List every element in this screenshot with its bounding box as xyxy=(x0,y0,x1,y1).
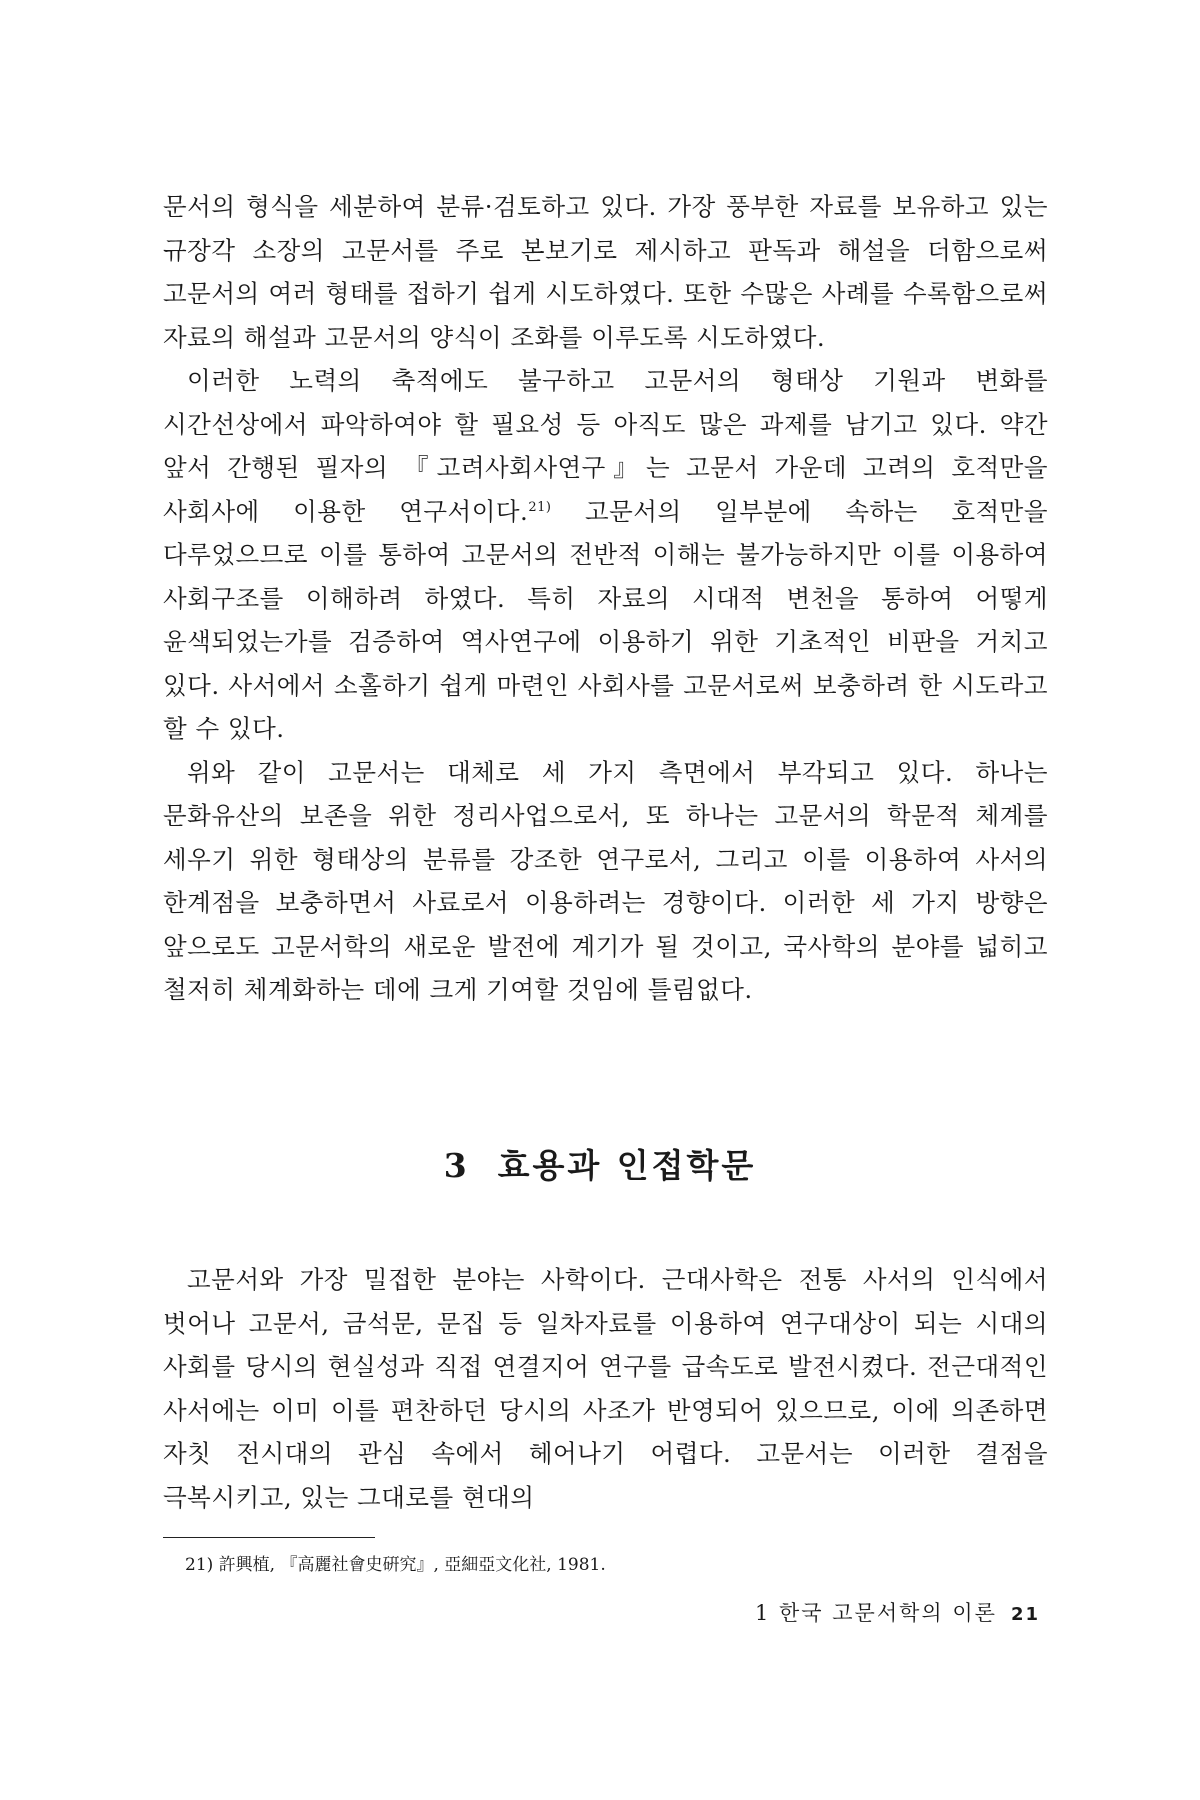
section-title-text: 효용과 인접학문 xyxy=(497,1146,757,1185)
paragraph-1: 문서의 형식을 세분하여 분류·검토하고 있다. 가장 풍부한 자료를 보유하고 있는 규장각 소장의 고문서를 주로 본보기로 제시하고 판독과 해설을 더함으로써 고문서의 여러 형태를 접하기 쉽게 시도하였다. 또한 수많은 사례를 수록함으로써 자료의 해설과 고문서의 양식이 조화를 이루도록 시도하였다. xyxy=(163,192,1048,352)
running-footer xyxy=(755,1597,1040,1627)
chapter-label: 1 한국 고문서학의 이론 xyxy=(754,1601,997,1625)
section-heading xyxy=(0,1140,1200,1187)
footnote-reference-21[interactable]: 21) xyxy=(528,499,552,515)
paragraph-4: 고문서와 가장 밀접한 분야는 사학이다. 근대사학은 전통 사서의 인식에서 벗어나 고문서, 금석문, 문집 등 일차자료를 이용하여 연구대상이 되는 시대의 사회를 당시의 현실성과 직접 연결지어 연구를 급속도로 발전시켰다. 전근대적인 사서에는 이미 이를 편찬하던 당시의 사조가 반영되어 있으므로, 이에 의존하면 자칫 전시대의 관심 속에서 헤어나기 어렵다. 고문서는 이러한 결점을 극복시키고, 있는 그대로를 현대의 xyxy=(163,1265,1048,1512)
paragraph-3: 위와 같이 고문서는 대체로 세 가지 측면에서 부각되고 있다. 하나는 문화유산의 보존을 위한 정리사업으로서, 또 하나는 고문서의 학문적 체계를 세우기 위한 형태상의 분류를 강조한 연구로서, 그리고 이를 이용하여 사서의 한계점을 보충하면서 사료로서 이용하려는 경향이다. 이러한 세 가지 방향은 앞으로도 고문서학의 새로운 발전에 계기가 될 것이고, 국사학의 분야를 넓히고 철저히 체계화하는 데에 크게 기여할 것임에 틀림없다. xyxy=(163,757,1048,1004)
page-number: 21 xyxy=(1010,1604,1040,1625)
paragraph-2 xyxy=(163,359,1048,751)
body-text-lower xyxy=(163,1258,1048,1519)
body-text-upper xyxy=(163,185,1048,1012)
section-number: 3 xyxy=(443,1146,470,1185)
footnote-21: 21) 許興植, 『高麗社會史硏究』, 亞細亞文化社, 1981. xyxy=(185,1555,606,1575)
paragraph-2-text-b: 고문서의 일부분에 속하는 호적만을 다루었으므로 이를 통하여 고문서의 전반적 이해는 불가능하지만 이를 이용하여 사회구조를 이해하려 하였다. 특히 자료의 시대적 변천을 통하여 어떻게 윤색되었는가를 검증하여 역사연구에 이용하기 위한 기초적인 비판을 거치고 있다. 사서에서 소홀하기 쉽게 마련인 사회사를 고문서로써 보충하려 한 시도라고 할 수 있다. xyxy=(163,496,1049,743)
paragraph-2-text-a: 이러한 노력의 축적에도 불구하고 고문서의 형태상 기원과 변화를 시간선상에서 파악하여야 할 필요성 등 아직도 많은 과제를 남기고 있다. 약간 앞서 간행된 필자의 『고려사회사연구』는 고문서 가운데 고려의 호적만을 사회사에 이용한 연구서이다. xyxy=(163,366,1048,526)
footnote-divider xyxy=(163,1537,375,1538)
